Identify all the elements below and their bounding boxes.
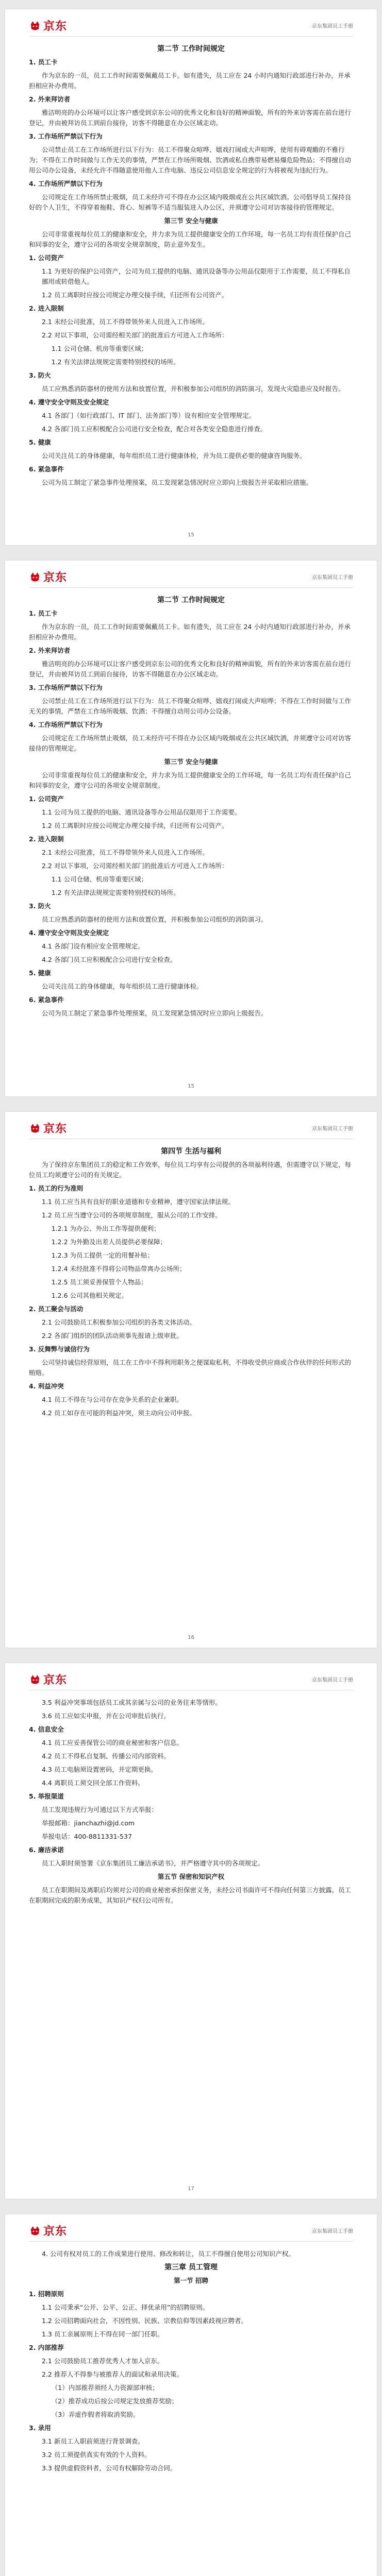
- clause-title: 1. 招聘原则: [29, 2290, 64, 2298]
- clause-title: 1. 员工的行为准则: [29, 1184, 84, 1192]
- list-item: 3.5 利益冲突事项包括员工或其亲属与公司的业务往来等情形。: [42, 1699, 222, 1706]
- paragraph: 雅洁明亮的办公环境可以让客户感受到京东公司的优秀文化和良好的精神面貌，所有的外来访客需在前台进行登记，并由被拜访员工到前台接待，访客不得随意在办公区域走动。: [29, 660, 352, 678]
- list-item: 3.2 员工须提供真实有效的个人资料。: [42, 2451, 151, 2459]
- sub-list-item: （3）弄虚作假者将取消奖励。: [51, 2411, 140, 2418]
- sub-list-item: 1.2 有关法律法规规定需要特别授权的场所。: [51, 889, 180, 896]
- sub-list-item: 1.2.3 为员工提供一定的用餐补贴；: [51, 1251, 154, 1259]
- paragraph: 员工发现违规行为可通过以下方式举报：: [42, 1806, 158, 1814]
- section-heading: 第三章 员工管理: [164, 2263, 218, 2272]
- clause-title: 4. 工作场所严禁以下行为: [29, 180, 103, 188]
- paragraph: 雅洁明亮的办公环境可以让客户感受到京东公司的优秀文化和良好的精神面貌，所有的外来访客需在前台进行登记，并由被拜访员工到前台接待，访客不得随意在办公区域走动。: [29, 109, 352, 127]
- paragraph: 公司非常重视每位员工的健康和安全，并力求为员工提供健康安全的工作环境，每一名员工均有责任保护自己和同事的安全，遵守公司的各项安全规章制度，防止意外发生。: [29, 230, 352, 248]
- sub-list-item: （2）推荐成功后按公司规定发放推荐奖励；: [51, 2397, 178, 2405]
- document-page: [5, 1663, 377, 2199]
- list-item: 举报邮箱：jianchazhi@jd.com: [42, 1819, 135, 1827]
- jd-logo: [29, 2223, 67, 2239]
- clause-title: 4. 信息安全: [29, 1725, 64, 1733]
- list-item: 2.1 公司鼓励员工推荐优秀人才加入京东。: [42, 2357, 164, 2365]
- list-item: 3.1 新员工入职前须进行背景调查。: [42, 2437, 144, 2445]
- document-page: [5, 9, 377, 545]
- paragraph: 公司关注员工的身体健康，每年组织员工进行健康体检。: [42, 982, 203, 990]
- clause-title: 2. 员工聚会与活动: [29, 1305, 84, 1313]
- list-item: 举报电话：400-8811331-537: [42, 1833, 132, 1840]
- list-item: 1.2 员工应当遵守公司的各项规章制度，服从公司的工作安排。: [42, 1211, 222, 1219]
- clause-title: 1. 员工卡: [29, 58, 58, 66]
- clause-title: 5. 健康: [29, 438, 51, 446]
- paragraph: 员工应熟悉消防器材的使用方法和放置位置，并积极参加公司组织的消防演习，发现火灾隐患应及时报告。: [42, 385, 345, 393]
- page-number: 17: [188, 2186, 194, 2192]
- clause-title: 2. 外来拜访者: [29, 647, 71, 654]
- list-item: 4.2 员工不得私自复制、传播公司内部资料。: [42, 1752, 170, 1760]
- jd-dog-icon: [29, 1673, 41, 1686]
- list-item: 2.1 未经公司批准，员工不得带领外来人员进入工作场所。: [42, 318, 209, 326]
- sub-list-item: 1.2.5 员工须妥善保管个人物品；: [51, 1278, 147, 1286]
- jd-dog-icon: [29, 571, 41, 583]
- jd-dog-icon: [29, 1122, 41, 1134]
- list-item: 4.1 员工应妥善保管公司的商业秘密和客户信息。: [42, 1739, 183, 1747]
- clause-title: 4. 工作场所严禁以下行为: [29, 721, 103, 728]
- sub-list-item: 1.2.6 公司其他相关规定。: [51, 1292, 128, 1299]
- logo-text: 京东: [43, 1123, 68, 1136]
- clause-title: 1. 公司资产: [29, 254, 64, 262]
- clause-title: 2. 进入限制: [29, 835, 64, 843]
- paragraph: 公司坚持诚信经营原则，员工在工作中不得利用职务之便谋取私利，不得收受供应商或合作伙伴的任何形式的贿赂。: [29, 1359, 352, 1377]
- document-page: [5, 1112, 377, 1648]
- clause-title: 4. 遵守安全守则及安全规定: [29, 929, 109, 937]
- clause-title: 4. 遵守安全守则及安全规定: [29, 398, 109, 406]
- paragraph: 公司禁止员工在工作场所进行以下行为：员工不得聚众喧哗、嬉戏打闹或大声喧哗；不得在工作时间做与工作无关的事情，严禁在工作场所吸烟、饮酒；不得擅自动用公司办公设备。: [29, 697, 352, 715]
- page-header: [29, 9, 353, 37]
- sub-list-item: 1.1 公司仓储、机房等重要区域；: [51, 875, 148, 883]
- list-item: 4.2 员工如存在可能的利益冲突，须主动向公司申报。: [42, 1409, 196, 1417]
- paragraph: 公司规定在工作场所禁止吸烟，员工未经许可不得在办公区域内吸烟或在公共区域饮酒。公司倡导员工保持良好的个人卫生，不得穿着拖鞋、背心、短裤等不适当服装进入办公区，并须遵守公司对访客接待的管理规定。: [29, 193, 352, 211]
- list-item: 1.1 为更好的保护公司资产，公司为员工提供的电脑、通讯设备等办公用品仅限用于工作需要，员工不得私自挪用或转借他人。: [42, 267, 351, 285]
- subsection-heading: 第五节 保密和知识产权: [157, 1873, 225, 1880]
- sub-list-item: 1.2.1 为办公、外出工作等提供便利；: [51, 1225, 160, 1232]
- section-heading: 第四节 生活与福利: [161, 1147, 221, 1156]
- jd-dog-icon: [29, 2225, 41, 2237]
- clause-title: 3. 工作场所严禁以下行为: [29, 132, 103, 140]
- list-item: 4.2 各部门员工应积极配合公司进行安全检查，配合对各类安全隐患进行排查。: [42, 425, 267, 433]
- sub-list-item: （1）内部推荐须经人力资源部审核；: [51, 2384, 159, 2392]
- section-heading: 第二节 工作时间规定: [157, 45, 225, 53]
- jd-logo: [29, 1120, 67, 1136]
- paragraph: 员工在职期间及离职后均须对公司的商业秘密承担保密义务，未经公司书面许可不得向任何第三方披露。员工在职期间完成的职务成果，其知识产权归公司所有。: [29, 1886, 352, 1904]
- clause-title: 2. 内部推荐: [29, 2344, 64, 2351]
- list-item: 2.2 推荐人不得参与被推荐人的面试和录用决策。: [42, 2370, 183, 2378]
- clause-title: 1. 公司资产: [29, 795, 64, 803]
- running-header: 京东集团员工手册: [312, 1126, 353, 1132]
- logo-text: 京东: [43, 2225, 68, 2238]
- list-item: 4.4 离职员工须交回全部工作资料。: [42, 1779, 144, 1787]
- page-header: [29, 561, 353, 588]
- list-item: 1.1 员工应当具有良好的职业道德和专业精神，遵守国家法律法规。: [42, 1198, 235, 1206]
- document-page: [5, 561, 377, 1096]
- page-content: [5, 1139, 377, 1418]
- sub-list-item: 1.2 有关法律法规规定需要特别授权的场所。: [51, 358, 180, 366]
- list-item: 4.1 各部门（如行政部门、IT 部门、法务部门等）设有相应安全管理规定。: [42, 412, 256, 419]
- list-item: 2.2 对以下事项，公司需经相关部门的批准后方可进入工作场所：: [42, 331, 228, 339]
- clause-title: 3. 防火: [29, 371, 51, 379]
- page-header: [29, 2214, 353, 2242]
- jd-logo: [29, 18, 67, 33]
- list-item: 2.2 对以下事项，公司需经相关部门的批准后方可进入工作场所：: [42, 862, 228, 870]
- paragraph: 员工应熟悉消防器材的使用方法和放置位置，并积极参加公司组织的消防演习。: [42, 916, 268, 923]
- list-item: 1.3 员工亲属原则上不得在同一部门任职。: [42, 2330, 164, 2338]
- clause-title: 6. 紧急事件: [29, 996, 64, 1004]
- list-item: 2.2 各部门组织的团队活动须事先报请上级审批。: [42, 1332, 183, 1340]
- page-header: [29, 1663, 353, 1690]
- sub-list-item: 1.1 公司仓储、机房等重要区域；: [51, 345, 148, 352]
- clause-title: 2. 外来拜访者: [29, 95, 71, 103]
- jd-logo: [29, 1671, 67, 1687]
- paragraph: 员工入职时须签署《京东集团员工廉洁承诺书》，并严格遵守其中的各项规定。: [42, 1859, 264, 1867]
- logo-text: 京东: [43, 1674, 68, 1687]
- running-header: 京东集团员工手册: [312, 2229, 353, 2234]
- clause-title: 3. 录用: [29, 2424, 51, 2432]
- paragraph: 公司禁止员工在工作场所进行以下行为：员工不得聚众喧哗、嬉戏打闹或大声喧哗，使用有碍观瞻的不雅行为；不得在工作时间做与工作无关的事情，严禁在工作场所吸烟、饮酒或私自携带易燃易爆危险物品；不得擅自动用公司办公设备，未经允许不得随意使用他人工作电脑、违反公司信息安全规定的行为将被视为违纪行为。: [29, 146, 352, 174]
- paragraph: 公司为员工制定了紧急事件处理预案，员工发现紧急情况时应立即向上级报告并采取相应措施。: [42, 479, 313, 486]
- sub-list-item: 1.2.2 为外勤及出差人员提供必要保障；: [51, 1238, 167, 1246]
- paragraph: 为了保持京东集团员工的稳定和工作效率，每位员工均享有公司提供的各项福利待遇，但需遵守以下规定，每位员工均须遵守公司的有关规定。: [29, 1161, 352, 1179]
- paragraph: 作为京东的一员，员工工作时间需要佩戴员工卡。如有遗失，员工应在 24 小时内通知行政部进行补办，并承担相应补办费用。: [29, 623, 351, 641]
- clause-title: 3. 工作场所严禁以下行为: [29, 684, 103, 691]
- paragraph: 作为京东的一员，员工工作时间需要佩戴员工卡。如有遗失，员工应在 24 小时内通知行政部进行补办，并承担相应补办费用。: [29, 72, 351, 90]
- list-item: 4.1 各部门设有相应安全管理规定。: [42, 942, 144, 950]
- list-item: 1.2 员工离职时应按公司规定办理交接手续，归还所有公司资产。: [42, 822, 228, 829]
- page-number: 16: [188, 1635, 194, 1640]
- logo-text: 京东: [43, 20, 68, 33]
- jd-dog-icon: [29, 20, 41, 32]
- clause-title: 6. 紧急事件: [29, 465, 64, 473]
- page-content: [5, 588, 377, 1019]
- page-content: [5, 1690, 377, 1906]
- clause-title: 3. 反舞弊与诚信行为: [29, 1345, 90, 1353]
- page-content: [5, 2242, 377, 2473]
- running-header: 京东集团员工手册: [312, 24, 353, 29]
- page-number: 15: [188, 532, 194, 538]
- list-item: 1.1 公司秉承“公开、公平、公正、择优录用”的招聘原则。: [42, 2303, 209, 2311]
- page-content: [5, 37, 377, 488]
- document-page: [5, 2214, 377, 2576]
- clause-title: 5. 举报渠道: [29, 1792, 64, 1800]
- list-item: 2.1 未经公司批准，员工不得带领外来人员进入工作场所。: [42, 849, 209, 856]
- paragraph: 公司为员工制定了紧急事件处理预案，员工发现紧急情况时应立即向上级报告。: [42, 1009, 268, 1017]
- clause-title: 3. 防火: [29, 902, 51, 910]
- clause-title: 1. 员工卡: [29, 609, 58, 617]
- page-header: [29, 1112, 353, 1139]
- list-item: 4.2 各部门员工应积极配合公司进行安全检查。: [42, 956, 177, 963]
- list-item: 4. 公司有权对员工的工作成果进行使用、修改和转让，员工不得擅自使用公司知识产权。: [42, 2250, 295, 2258]
- list-item: 2.1 公司鼓励员工积极参加公司组织的各类文体活动。: [42, 1318, 196, 1326]
- list-item: 4.3 员工电脑须设置密码，并定期更换。: [42, 1766, 157, 1773]
- clause-title: 2. 进入限制: [29, 304, 64, 312]
- subsection-heading: 第三节 安全与健康: [164, 758, 218, 766]
- running-header: 京东集团员工手册: [312, 575, 353, 581]
- list-item: 3.3 提供虚假资料者，公司有权解除劳动合同。: [42, 2464, 177, 2472]
- paragraph: 公司关注员工的身体健康，每年组织员工进行健康体检，并为员工提供必要的健康咨询服务。: [42, 452, 306, 460]
- clause-title: 6. 廉洁承诺: [29, 1846, 64, 1854]
- paragraph: 公司规定在工作场所禁止吸烟，员工未经许可不得在办公区域内吸烟或在公共区域饮酒，并须遵守公司对访客接待的管理规定。: [29, 734, 352, 752]
- list-item: 1.1 公司为员工提供的电脑、通讯设备等办公用品仅限用于工作需要。: [42, 808, 241, 816]
- list-item: 3.6 员工应如实申报，并在公司审批后执行。: [42, 1712, 170, 1720]
- sub-list-item: 1.2.4 未经批准不得将公司物品带离办公场所；: [51, 1265, 186, 1273]
- list-item: 1.2 公司招聘面向社会，不因性别、民族、宗教信仰等因素歧视应聘者。: [42, 2317, 247, 2325]
- section-heading: 第二节 工作时间规定: [157, 596, 225, 604]
- logo-text: 京东: [43, 571, 68, 584]
- jd-logo: [29, 569, 67, 585]
- clause-title: 4. 利益冲突: [29, 1382, 64, 1390]
- clause-title: 5. 健康: [29, 969, 51, 977]
- running-header: 京东集团员工手册: [312, 1677, 353, 1683]
- page-number: 15: [188, 1083, 194, 1089]
- list-item: 1.2 员工离职时应按公司规定办理交接手续，归还所有公司资产。: [42, 291, 228, 299]
- subsection-heading: 第一节 招聘: [174, 2277, 208, 2284]
- subsection-heading: 第三节 安全与健康: [164, 217, 218, 225]
- paragraph: 公司非常重视每位员工的健康和安全，并力求为员工提供健康安全的工作环境，每一名员工均有责任保护自己和同事的安全，遵守公司的各项安全规章制度。: [29, 771, 352, 789]
- list-item: 4.1 员工不得在与公司存在竞争关系的企业兼职。: [42, 1396, 183, 1403]
